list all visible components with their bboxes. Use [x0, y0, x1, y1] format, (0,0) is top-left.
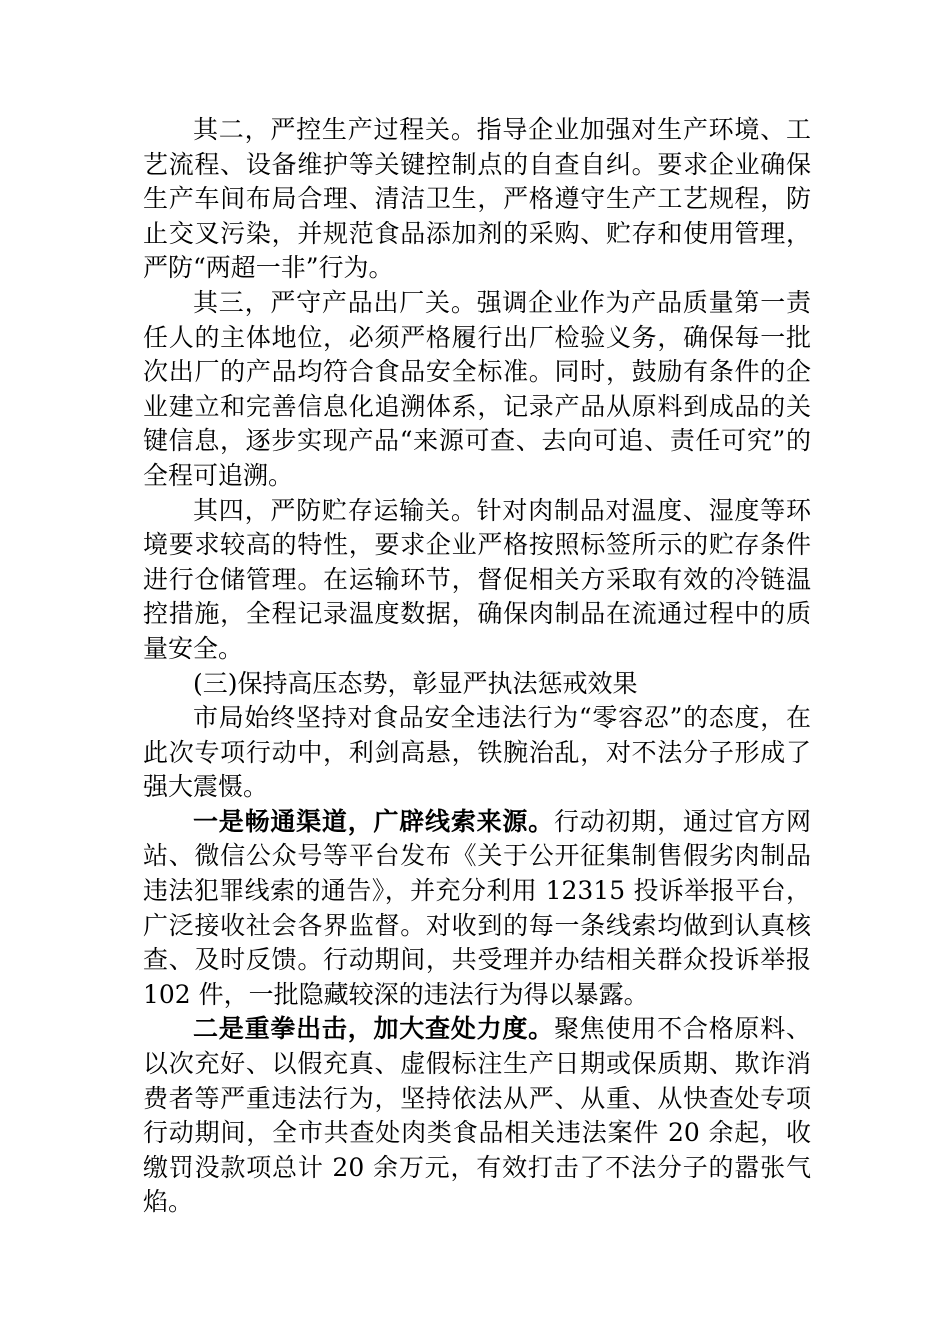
paragraph-storage-transport: 其四，严防贮存运输关。针对肉制品对温度、湿度等环境要求较高的特性，要求企业严格按照标签所示的贮存条件进行仓储管理。在运输环节，督促相关方采取有效的冷链温控措施，全程记录温度数据，确保肉制品在流通过程中的质量安全。 [143, 495, 811, 663]
paragraph-clue-channels [143, 805, 811, 1013]
paragraph-production-process: 其二，严控生产过程关。指导企业加强对生产环境、工艺流程、设备维护等关键控制点的自查自纠。要求企业确保生产车间布局合理、清洁卫生，严格遵守生产工艺规程，防止交叉污染，并规范食品添加剂的采购、贮存和使用管理，严防“两超一非”行为。 [143, 115, 811, 283]
paragraph-lead-crackdown: 二是重拳出击，加大查处力度。 [193, 1014, 554, 1044]
paragraph-factory-release: 其三，严守产品出厂关。强调企业作为产品质量第一责任人的主体地位，必须严格履行出厂检验义务，确保每一批次出厂的产品均符合食品安全标准。同时，鼓励有条件的企业建立和完善信息化追溯体系，记录产品从原料到成品的关键信息，逐步实现产品“来源可查、去向可追、责任可究”的全程可追溯。 [143, 287, 811, 490]
paragraph-body-crackdown: 聚焦使用不合格原料、以次充好、以假充真、虚假标注生产日期或保质期、欺诈消费者等严重违法行为，坚持依法从严、从重、从快查处专项行动期间，全市共查处肉类食品相关违法案件 20 余起，收缴罚没款项总计 20 余万元，有效打击了不法分子的嚣张气焰。 [143, 1014, 811, 1217]
section-heading-high-pressure: (三)保持高压态势，彰显严执法惩戒效果 [193, 668, 638, 698]
paragraph-zero-tolerance: 市局始终坚持对食品安全违法行为“零容忍”的态度，在此次专项行动中，利剑高悬，铁腕治乱，对不法分子形成了强大震慑。 [143, 703, 811, 802]
paragraph-body-clue-channels: 行动初期，通过官方网站、微信公众号等平台发布《关于公开征集制售假劣肉制品违法犯罪线索的通告》，并充分利用 12315 投诉举报平台，广泛接收社会各界监督。对收到的每一条线索均做到认真核查、及时反馈。行动期间，共受理并办结相关群众投诉举报 102 件，一批隐藏较深的违法行为得以暴露。 [143, 806, 811, 1009]
document-page [143, 113, 811, 1220]
paragraph-lead-clue-channels: 一是畅通渠道，广辟线索来源。 [193, 806, 554, 836]
paragraph-crackdown [143, 1012, 811, 1220]
